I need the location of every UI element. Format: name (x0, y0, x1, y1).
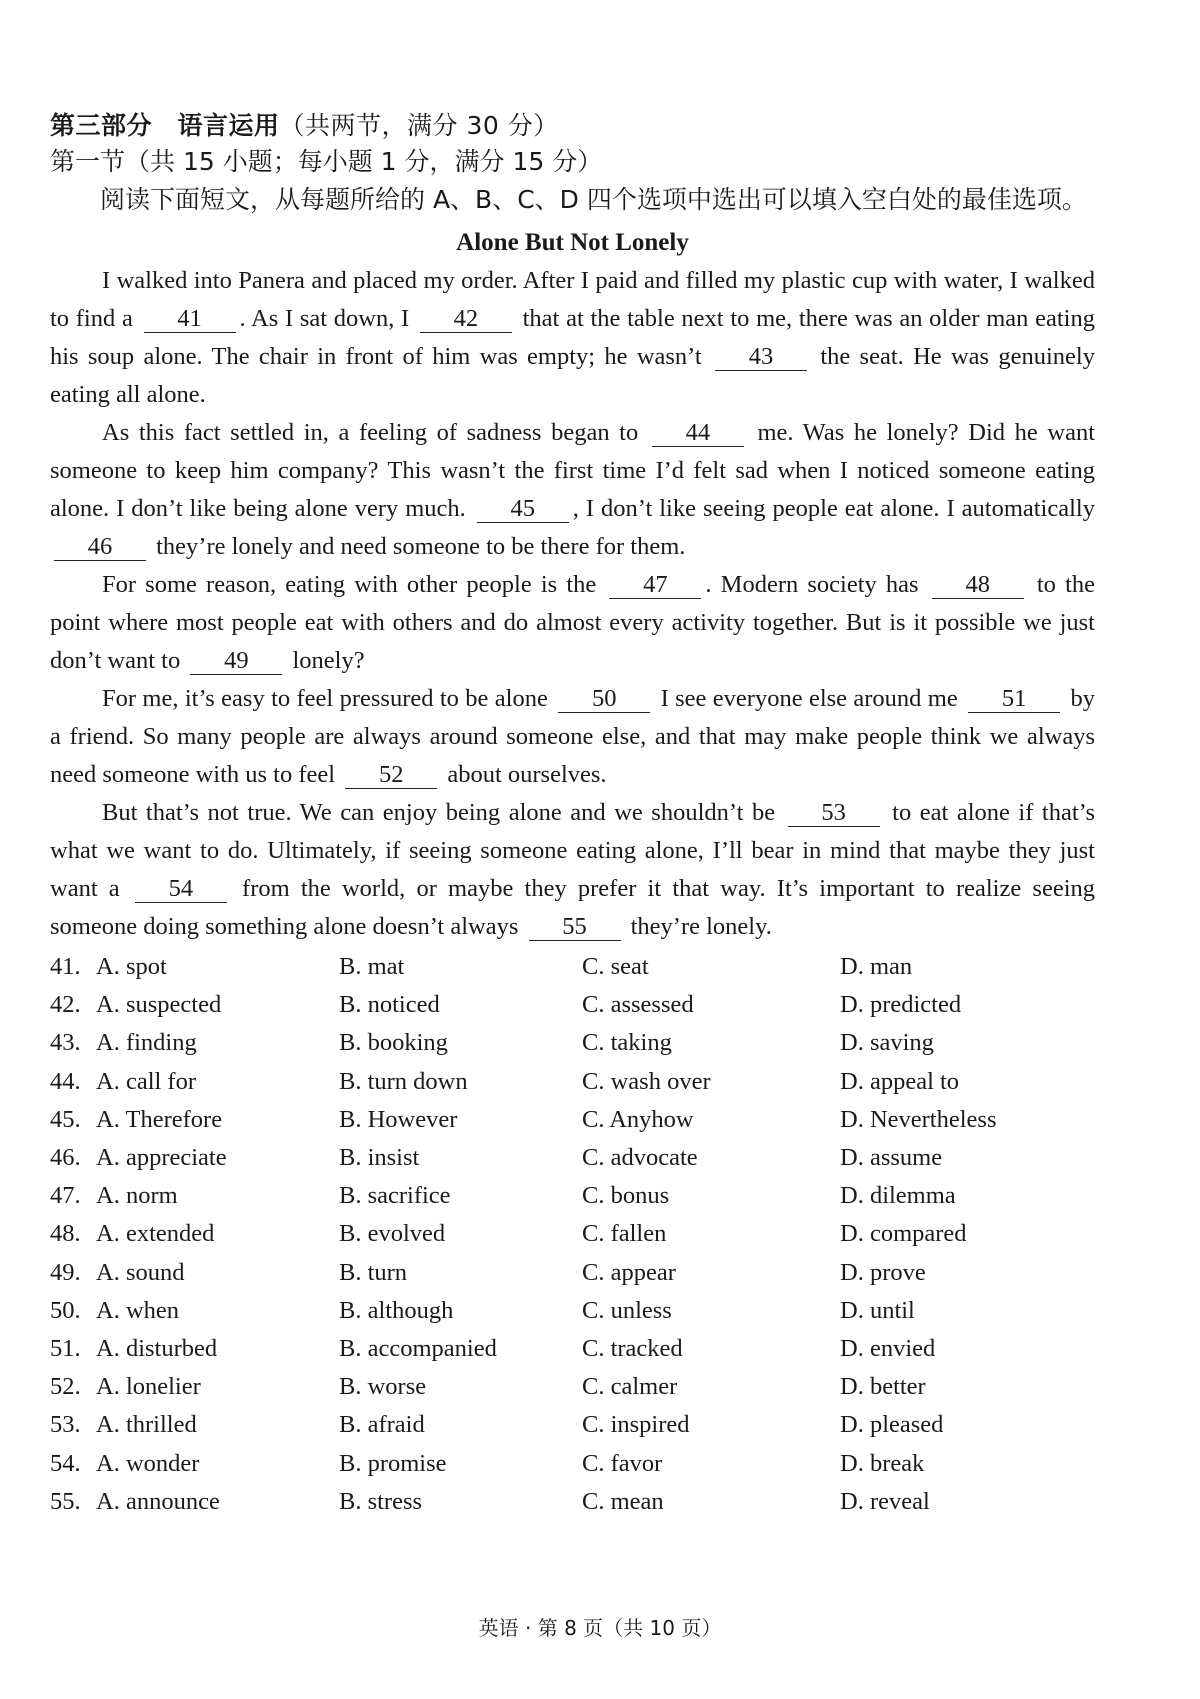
option-b: B. although (339, 1296, 454, 1324)
passage-paragraph (50, 414, 1095, 566)
option-row (50, 1444, 1095, 1482)
option-a: A. norm (96, 1182, 178, 1210)
option-c: C. taking (582, 1029, 672, 1057)
option-b: B. sacrifice (339, 1182, 451, 1210)
option-c: C. calmer (582, 1373, 678, 1401)
option-b: B. noticed (339, 991, 440, 1019)
passage-text: . As I sat down, I (239, 305, 416, 332)
passage-text: to the point where most people eat with others and do almost every activity together. But is it possible we just don’t want to (50, 571, 1096, 674)
passage-text: I see everyone else around me (654, 685, 965, 712)
option-a: A. call for (96, 1067, 196, 1095)
option-d: D. assume (840, 1144, 943, 1172)
option-a: A. spot (96, 953, 167, 981)
option-b: B. accompanied (339, 1334, 497, 1362)
option-c: C. unless (582, 1296, 672, 1324)
option-c: C. mean (582, 1487, 664, 1515)
passage-text: me. Was he lonely? Did he want someone to keep him company? This wasn’t the first time I’d felt sad when I noticed someone eating alone. I don’t like being alone very much. (50, 419, 1095, 522)
option-a: A. Therefore (96, 1105, 223, 1133)
answer-blank: 44 (652, 420, 744, 447)
option-c: C. bonus (582, 1182, 670, 1210)
passage-paragraph (50, 680, 1095, 794)
passage-text: But that’s not true. We can enjoy being alone and we shouldn’t be (102, 799, 784, 826)
passage-text: by a friend. So many people are always around someone else, and that may make people think we always need someone with us to feel (50, 685, 1095, 788)
question-number: 51. (50, 1334, 81, 1362)
passage-paragraph (50, 566, 1095, 680)
passage-text: from the world, or maybe they prefer it that way. It’s important to realize seeing someone doing something alone doesn’t always (50, 875, 1096, 940)
option-c: C. appear (582, 1258, 676, 1286)
option-a: A. lonelier (96, 1373, 201, 1401)
answer-blank: 50 (558, 686, 650, 713)
option-b: B. worse (339, 1373, 427, 1401)
option-c: C. fallen (582, 1220, 667, 1248)
option-b: B. However (339, 1105, 458, 1133)
answer-blank: 53 (788, 800, 880, 827)
option-b: B. turn down (339, 1067, 468, 1095)
option-c: C. wash over (582, 1067, 711, 1095)
option-d: D. prove (840, 1258, 926, 1286)
answer-blank: 48 (932, 572, 1024, 599)
option-b: B. afraid (339, 1411, 425, 1439)
option-d: D. better (840, 1373, 926, 1401)
option-a: A. when (96, 1296, 180, 1324)
question-number: 46. (50, 1144, 81, 1172)
option-a: A. disturbed (96, 1334, 218, 1362)
option-row (50, 1063, 1095, 1101)
instruction-text: 阅读下面短文，从每题所给的 A、B、C、D 四个选项中选出可以填入空白处的最佳选项。 (100, 185, 1087, 214)
question-number: 49. (50, 1258, 81, 1286)
answer-blank: 51 (968, 686, 1060, 713)
passage-text: they’re lonely. (624, 913, 772, 940)
option-row (50, 1024, 1095, 1062)
option-row (50, 1215, 1095, 1253)
exam-page (50, 108, 1095, 1521)
section-subheading: 第一节（共 15 小题；每小题 1 分，满分 15 分） (50, 147, 603, 176)
answer-blank: 47 (609, 572, 701, 599)
option-d: D. Nevertheless (840, 1105, 997, 1133)
question-number: 54. (50, 1449, 81, 1477)
option-a: A. appreciate (96, 1144, 227, 1172)
option-row (50, 1406, 1095, 1444)
question-number: 43. (50, 1029, 81, 1057)
question-number: 47. (50, 1182, 81, 1210)
passage-text: that at the table next to me, there was an older man eating his soup alone. The chair in front of him was empty; he wasn’t (50, 305, 1095, 370)
passage-text: about ourselves. (441, 761, 607, 788)
option-d: D. compared (840, 1220, 967, 1248)
answer-blank: 41 (144, 306, 236, 333)
passage-title: Alone But Not Lonely (456, 229, 689, 256)
option-row (50, 986, 1095, 1024)
options-list (50, 948, 1095, 1521)
option-row (50, 1292, 1095, 1330)
option-row (50, 1483, 1095, 1521)
option-b: B. mat (339, 953, 405, 981)
option-d: D. until (840, 1296, 915, 1324)
section-heading-title: 第三部分 语言运用 (50, 111, 280, 140)
option-d: D. predicted (840, 991, 962, 1019)
option-d: D. break (840, 1449, 925, 1477)
answer-blank: 54 (135, 876, 227, 903)
answer-blank: 55 (529, 914, 621, 941)
passage-text: they’re lonely and need someone to be there for them. (150, 533, 686, 560)
passage-body (50, 262, 1095, 946)
passage-paragraph (50, 794, 1095, 946)
option-b: B. promise (339, 1449, 447, 1477)
option-a: A. wonder (96, 1449, 200, 1477)
option-b: B. evolved (339, 1220, 446, 1248)
option-row (50, 1101, 1095, 1139)
question-number: 48. (50, 1220, 81, 1248)
option-b: B. turn (339, 1258, 408, 1286)
section-heading (50, 108, 1095, 144)
option-d: D. pleased (840, 1411, 944, 1439)
answer-blank: 52 (345, 762, 437, 789)
answer-blank: 43 (715, 344, 807, 371)
option-row (50, 1254, 1095, 1292)
option-c: C. seat (582, 953, 649, 981)
page-footer: 英语 · 第 8 页（共 10 页） (478, 1616, 722, 1640)
passage-text: I walked into Panera and placed my order. After I paid and filled my plastic cup with water, I walked to find a (50, 267, 1095, 332)
option-d: D. saving (840, 1029, 934, 1057)
passage-text: lonely? (286, 647, 365, 674)
option-b: B. stress (339, 1487, 423, 1515)
answer-blank: 42 (420, 306, 512, 333)
option-row (50, 1330, 1095, 1368)
passage-text: . Modern society has (705, 571, 928, 598)
passage-text: to eat alone if that’s what we want to do. Ultimately, if seeing someone eating alone, I’ll bear in mind that maybe they just want a (50, 799, 1095, 902)
option-c: C. advocate (582, 1144, 698, 1172)
question-number: 45. (50, 1105, 81, 1133)
option-c: C. assessed (582, 991, 694, 1019)
option-c: C. inspired (582, 1411, 690, 1439)
answer-blank: 45 (477, 496, 569, 523)
question-number: 52. (50, 1373, 81, 1401)
option-d: D. envied (840, 1334, 936, 1362)
option-b: B. insist (339, 1144, 420, 1172)
option-row (50, 1368, 1095, 1406)
answer-blank: 49 (190, 648, 282, 675)
option-a: A. suspected (96, 991, 222, 1019)
question-number: 53. (50, 1411, 81, 1439)
option-d: D. appeal to (840, 1067, 960, 1095)
answer-blank: 46 (54, 534, 146, 561)
passage-text: the seat. He was genuinely eating all alone. (50, 343, 1095, 408)
option-c: C. tracked (582, 1334, 683, 1362)
option-row (50, 1139, 1095, 1177)
section-heading-note: （共两节，满分 30 分） (279, 111, 559, 140)
passage-paragraph (50, 262, 1095, 414)
question-number: 41. (50, 953, 81, 981)
option-a: A. finding (96, 1029, 197, 1057)
option-a: A. extended (96, 1220, 215, 1248)
question-number: 42. (50, 991, 81, 1019)
passage-text: For some reason, eating with other people is the (102, 571, 606, 598)
option-a: A. sound (96, 1258, 185, 1286)
option-a: A. thrilled (96, 1411, 197, 1439)
passage-text: As this fact settled in, a feeling of sadness began to (102, 419, 648, 446)
option-b: B. booking (339, 1029, 448, 1057)
passage-text: , I don’t like seeing people eat alone. I automatically (572, 495, 1095, 522)
option-d: D. man (840, 953, 913, 981)
question-number: 50. (50, 1296, 81, 1324)
option-d: D. dilemma (840, 1182, 956, 1210)
option-c: C. favor (582, 1449, 663, 1477)
option-row (50, 948, 1095, 986)
question-number: 44. (50, 1067, 81, 1095)
option-row (50, 1177, 1095, 1215)
option-c: C. Anyhow (582, 1105, 694, 1133)
option-a: A. announce (96, 1487, 220, 1515)
passage-text: For me, it’s easy to feel pressured to be alone (102, 685, 555, 712)
option-d: D. reveal (840, 1487, 930, 1515)
question-number: 55. (50, 1487, 81, 1515)
